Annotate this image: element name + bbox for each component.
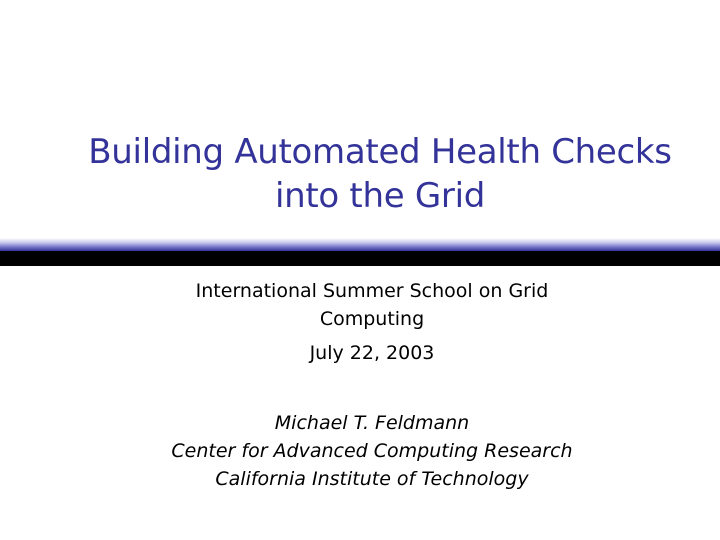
- affiliation-institute: California Institute of Technology: [215, 468, 529, 490]
- slide-subtitle: [80, 277, 664, 493]
- slide-title-line-2: into the Grid: [275, 176, 485, 216]
- author-name: Michael T. Feldmann: [274, 412, 470, 434]
- slide-title-line-1: Building Automated Health Checks: [88, 132, 672, 172]
- slide-title: [80, 130, 680, 218]
- event-name-line-2: Computing: [319, 308, 425, 330]
- presentation-date: July 22, 2003: [309, 342, 435, 364]
- event-name-line-1: International Summer School on Grid: [195, 280, 549, 302]
- divider-black-bar: [0, 251, 720, 266]
- spacer: [80, 367, 664, 409]
- affiliation-center: Center for Advanced Computing Research: [171, 440, 573, 462]
- title-divider-band: [0, 238, 720, 266]
- divider-gradient: [0, 238, 720, 251]
